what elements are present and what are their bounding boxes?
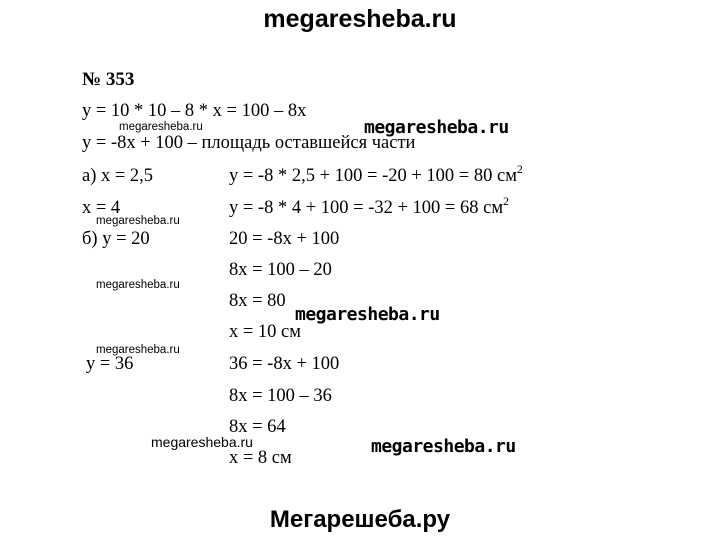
case-b-right-sup: 2 (503, 194, 510, 208)
case-b-right-text: y = -8 * 4 + 100 = -32 + 100 = 68 см (229, 198, 504, 218)
case-d-right-2: 8x = 100 – 36 (229, 386, 332, 406)
watermark: megaresheba.ru (371, 436, 516, 457)
site-header: megaresheba.ru (263, 5, 457, 33)
case-c-right-3: 8x = 80 (229, 291, 286, 311)
case-d-right-1: 36 = -8x + 100 (229, 354, 340, 374)
solution-line-1: y = 10 * 10 – 8 * x = 100 – 8x (82, 101, 307, 121)
case-c-right-2: 8x = 100 – 20 (229, 260, 332, 280)
case-c-right-1: 20 = -8x + 100 (229, 229, 340, 249)
case-b-left: x = 4 (82, 198, 121, 218)
site-footer: Мегарешеба.ру (269, 506, 451, 533)
case-b-right (229, 194, 510, 219)
case-a-right-sup: 2 (516, 162, 523, 176)
solution-line-2: y = -8x + 100 – площадь оставшейся части (82, 133, 416, 153)
watermark: megaresheba.ru (96, 279, 180, 291)
watermark: megaresheba.ru (151, 434, 253, 450)
case-a-right-text: y = -8 * 2,5 + 100 = -20 + 100 = 80 см (229, 166, 517, 186)
watermark: megaresheba.ru (96, 344, 180, 356)
case-c-right-4: x = 10 см (229, 322, 301, 342)
case-a-right (229, 162, 523, 187)
case-d-right-3: 8x = 64 (229, 417, 286, 437)
watermark: megaresheba.ru (119, 121, 203, 133)
case-a-left: а) x = 2,5 (82, 166, 154, 186)
watermark: megaresheba.ru (96, 215, 180, 227)
case-d-right-4: x = 8 см (229, 448, 292, 468)
problem-number: № 353 (82, 69, 135, 90)
watermark: megaresheba.ru (295, 304, 440, 325)
case-c-left: б) y = 20 (82, 229, 150, 249)
watermark: megaresheba.ru (364, 117, 509, 138)
case-d-left: y = 36 (86, 354, 134, 374)
